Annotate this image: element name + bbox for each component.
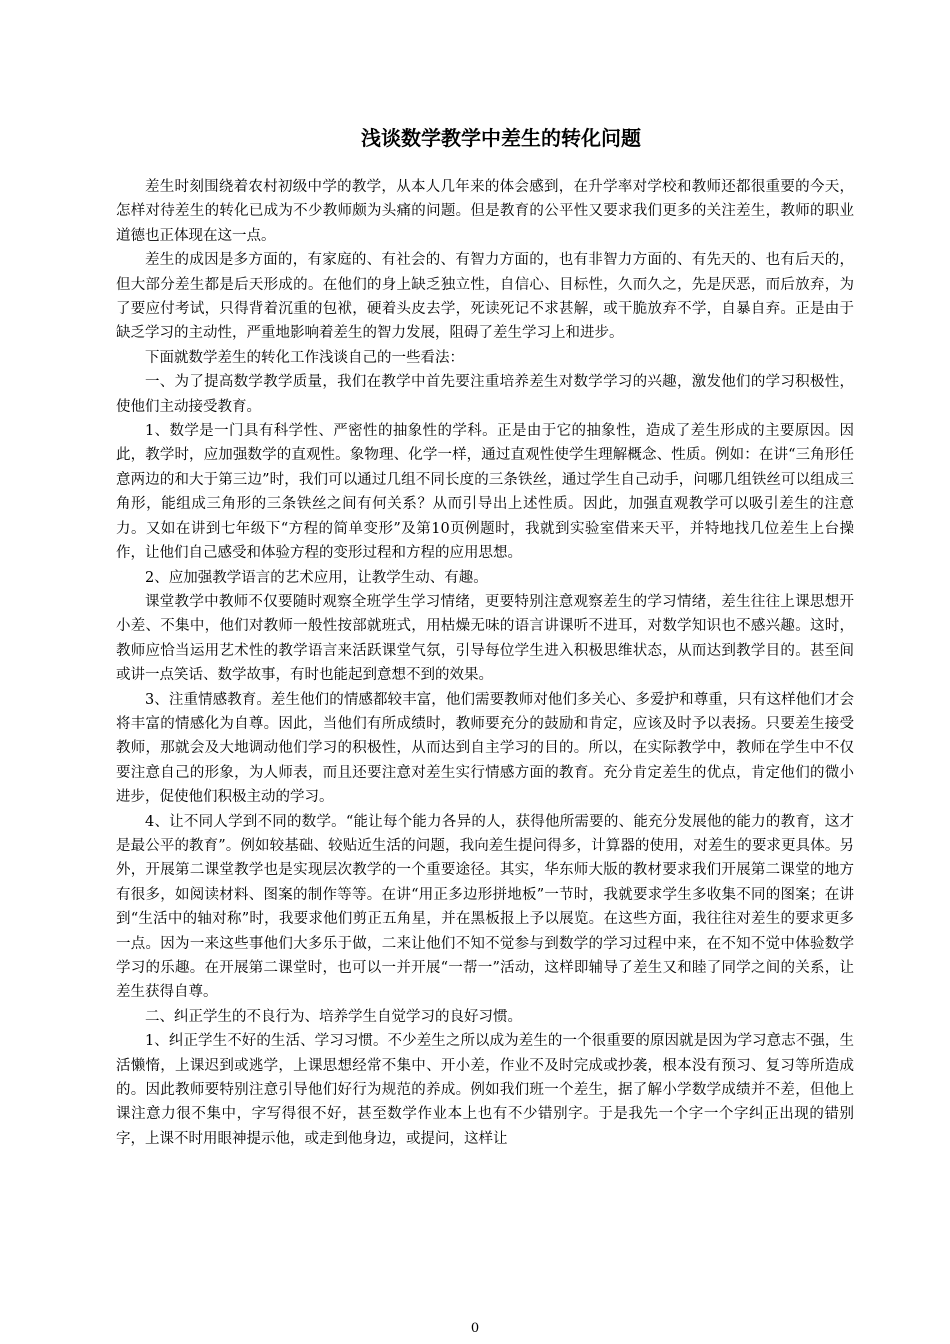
- section-heading: 一、为了提高数学教学质量，我们在教学中首先要注重培养差生对数学学习的兴趣，激发他们的学习积极性，使他们主动接受教育。: [116, 374, 854, 415]
- page-number: 0: [470, 1321, 480, 1336]
- paragraph: 4、让不同人学到不同的数学。“能让每个能力各异的人，获得他所需要的、能充分发展他的能力的教育，这才是最公平的教育”。例如较基础、较贴近生活的问题，我向差生提问得多，计算器的使用，对差生的要求更具体。另外，开展第二课堂教学也是实现层次教学的一个重要途径。其实，华东师大版的教材要求我们开展第二课堂的地方有很多，如阅读材料、图案的制作等等。在讲“用正多边形拼地板”一节时，我就要求学生多收集不同的图案；在讲到“生活中的轴对称”时，我要求他们剪正五角星，并在黑板报上予以展览。在这些方面，我往往对差生的要求更多一点。因为一来这些事他们大多乐于做，二来让他们不知不觉参与到数学的学习过程中来，在不知不觉中体验数学学习的乐趣。在开展第二课堂时，也可以一并开展“一帮一”活动，这样即辅导了差生又和睦了同学之间的关系，让差生获得自尊。: [116, 813, 854, 1001]
- subsection-heading: 2、应加强教学语言的艺术应用，让教学生动、有趣。: [145, 569, 488, 586]
- paragraph: 差生时刻围绕着农村初级中学的教学，从本人几年来的体会感到，在升学率对学校和教师还都很重要的今天，怎样对待差生的转化已成为不少教师颇为头痛的问题。但是教育的公平性又要求我们更多的关注差生，教师的职业道德也正体现在这一点。: [116, 179, 854, 244]
- document-body: [116, 175, 854, 1151]
- paragraph: 1、纠正学生不好的生活、学习习惯。不少差生之所以成为差生的一个很重要的原因就是因为学习意志不强，生活懒惰，上课迟到或逃学，上课思想经常不集中、开小差，作业不及时完成或抄袭，根本没有预习、复习等所造成的。因此教师要特别注意引导他们好行为规范的养成。例如我们班一个差生，据了解小学数学成绩并不差，但他上课注意力很不集中，字写得很不好，甚至数学作业本上也有不少错别字。于是我先一个字一个字纠正出现的错别字，上课不时用眼神提示他，或走到他身边，或提问，这样让: [116, 1033, 854, 1147]
- paragraph: 3、注重情感教育。差生他们的情感都较丰富，他们需要教师对他们多关心、多爱护和尊重，只有这样他们才会将丰富的情感化为自尊。因此，当他们有所成绩时，教师要充分的鼓励和肯定，应该及时予以表扬。只要差生接受教师，那就会及大地调动他们学习的积极性，从而达到自主学习的目的。所以，在实际教学中，教师在学生中不仅要注意自己的形象，为人师表，而且还要注意对差生实行情感方面的教育。充分肯定差生的优点，肯定他们的微小进步，促使他们积极主动的学习。: [116, 691, 854, 806]
- document-title: 浅谈数学教学中差生的转化问题: [361, 126, 641, 150]
- paragraph: 下面就数学差生的转化工作浅谈自己的一些看法：: [145, 349, 464, 366]
- paragraph: 1、数学是一门具有科学性、严密性的抽象性的学科。正是由于它的抽象性，造成了差生形成的主要原因。因此，教学时，应加强数学的直观性。象物理、化学一样，通过直观性使学生理解概念、性质。例如：在讲“三角形任意两边的和大于第三边”时，我们可以通过几组不同长度的三条铁丝，通过学生自己动手，问哪几组铁丝可以组成三角形，能组成三角形的三条铁丝之间有何关系？从而引导出上述性质。因此，加强直观教学可以吸引差生的注意力。又如在讲到七年级下“方程的简单变形”及第10页例题时，我就到实验室借来天平，并特地找几位差生上台操作，让他们自己感受和体验方程的变形过程和方程的应用思想。: [116, 423, 854, 562]
- paragraph: 课堂教学中教师不仅要随时观察全班学生学习情绪，更要特别注意观察差生的学习情绪，差生往往上课思想开小差、不集中，他们对教师一般性按部就班式，用枯燥无味的语言讲课听不进耳，对数学知识也不感兴趣。这时，教师应恰当运用艺术性的教学语言来活跃课堂气氛，引导每位学生进入积极思维状态，从而达到教学目的。甚至间或讲一点笑话、数学故事，有时也能起到意想不到的效果。: [116, 593, 854, 684]
- paragraph: 差生的成因是多方面的，有家庭的、有社会的、有智力方面的，也有非智力方面的、有先天的、也有后天的，但大部分差生都是后天形成的。在他们的身上缺乏独立性，自信心、目标性，久而久之，先是厌恶，而后放弃，为了要应付考试，只得背着沉重的包袱，硬着头皮去学，死读死记不求甚解，或干脆放弃不学，自暴自弃。正是由于缺乏学习的主动性，严重地影响着差生的智力发展，阻碍了差生学习上和进步。: [116, 252, 854, 342]
- section-heading: 二、纠正学生的不良行为、培养学生自觉学习的良好习惯。: [145, 1008, 522, 1025]
